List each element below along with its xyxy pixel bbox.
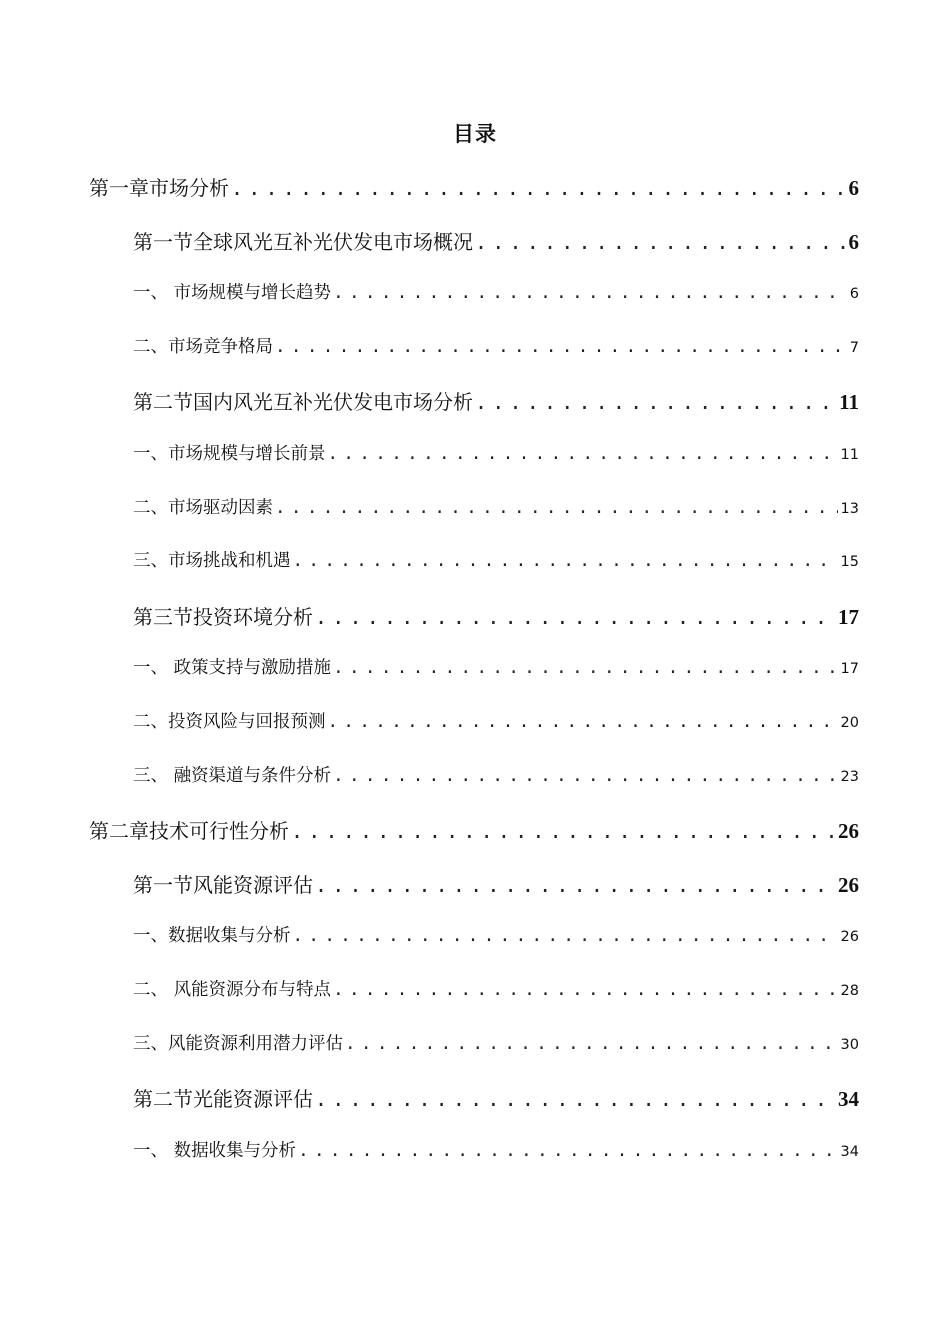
toc-page-number: 20 [840, 715, 859, 731]
toc-entry-label: 第三节投资环境分析 [133, 604, 313, 629]
toc-entry-label: 三、市场挑战和机遇 [133, 551, 291, 572]
toc-entry-item[interactable] [0, 1030, 950, 1070]
dot-leader [345, 1034, 838, 1054]
dot-leader [293, 926, 838, 946]
toc-entry-item[interactable] [0, 976, 950, 1016]
toc-entry-label: 二、 风能资源分布与特点 [133, 980, 332, 1000]
toc-entry-item[interactable] [0, 762, 950, 802]
toc-entry-section[interactable] [0, 869, 950, 909]
toc-entry-item[interactable] [0, 494, 950, 534]
toc-entry-item[interactable] [0, 708, 950, 748]
toc-entry-item[interactable] [0, 654, 950, 694]
dot-leader [231, 176, 846, 200]
toc-entry-label: 第二章技术可行性分析 [89, 819, 289, 844]
toc-page-number: 17 [840, 661, 859, 678]
toc-page-number: 26 [838, 819, 859, 844]
toc-entry-label: 第一节风能资源评估 [133, 872, 313, 897]
toc-entry-chapter[interactable] [0, 172, 950, 212]
toc-page-number: 6 [848, 229, 859, 254]
toc-entry-item[interactable] [0, 333, 950, 373]
toc-entry-item[interactable] [0, 1137, 950, 1177]
toc-page-number: 11 [839, 390, 859, 415]
toc-entry-label: 三、 融资渠道与条件分析 [133, 765, 332, 786]
dot-leader [333, 766, 837, 786]
toc-entry-item[interactable] [0, 922, 950, 962]
dot-leader [315, 1087, 835, 1111]
toc-entry-label: 一、数据收集与分析 [133, 926, 291, 947]
dot-leader [275, 498, 838, 518]
toc-entry-label: 一、市场规模与增长前景 [133, 444, 326, 464]
dot-leader [298, 1141, 837, 1161]
toc-page-number: 28 [840, 983, 859, 999]
dot-leader [328, 712, 838, 732]
toc-entry-label: 二、投资风险与回报预测 [133, 712, 326, 732]
toc-entry-label: 二、市场驱动因素 [133, 497, 273, 518]
toc-entry-label: 一、 数据收集与分析 [133, 1140, 297, 1161]
toc-page-number: 6 [849, 286, 859, 303]
toc-page-number: 26 [840, 929, 859, 946]
toc-entry-label: 第二节光能资源评估 [133, 1087, 313, 1112]
toc-page-number: 13 [840, 500, 859, 517]
toc-entry-label: 三、风能资源利用潜力评估 [133, 1033, 343, 1054]
dot-leader [333, 658, 837, 678]
dot-leader [315, 873, 835, 897]
toc-page-number: 23 [840, 768, 859, 785]
dot-leader [475, 390, 836, 414]
dot-leader [333, 283, 847, 303]
toc-page-number: 34 [838, 1087, 859, 1112]
dot-leader [275, 337, 847, 357]
toc-page-number: 6 [848, 176, 859, 200]
toc-page-number: 17 [838, 604, 859, 629]
toc-entry-label: 第二节国内风光互补光伏发电市场分析 [133, 390, 473, 415]
dot-leader [315, 605, 835, 629]
toc-entry-chapter[interactable] [0, 815, 950, 855]
toc-entry-item[interactable] [0, 440, 950, 480]
dot-leader [293, 551, 838, 571]
toc-entry-label: 第一节全球风光互补光伏发电市场概况 [133, 229, 473, 254]
toc-entry-section[interactable] [0, 1083, 950, 1123]
toc-entry-section[interactable] [0, 601, 950, 641]
toc-entry-section[interactable] [0, 226, 950, 266]
toc-entry-item[interactable] [0, 547, 950, 587]
toc-title: 目录 [453, 122, 497, 146]
toc-entry-label: 一、 政策支持与激励措施 [133, 658, 332, 679]
dot-leader [328, 444, 838, 464]
toc-page-number: 26 [838, 872, 859, 897]
toc-entry-label: 第一章市场分析 [89, 176, 229, 200]
dot-leader [475, 230, 846, 254]
toc-entry-item[interactable] [0, 279, 950, 319]
dot-leader [291, 819, 835, 843]
toc-entry-label: 一、 市场规模与增长趋势 [133, 283, 332, 304]
toc-entry-label: 二、市场竞争格局 [133, 336, 273, 357]
toc-page-number: 11 [840, 447, 859, 463]
toc-page-number: 7 [849, 339, 859, 356]
toc-page-number: 30 [840, 1036, 859, 1053]
toc-entry-section[interactable] [0, 386, 950, 426]
dot-leader [333, 980, 837, 1000]
toc-page-number: 15 [840, 554, 859, 571]
toc-page-number: 34 [840, 1143, 859, 1160]
